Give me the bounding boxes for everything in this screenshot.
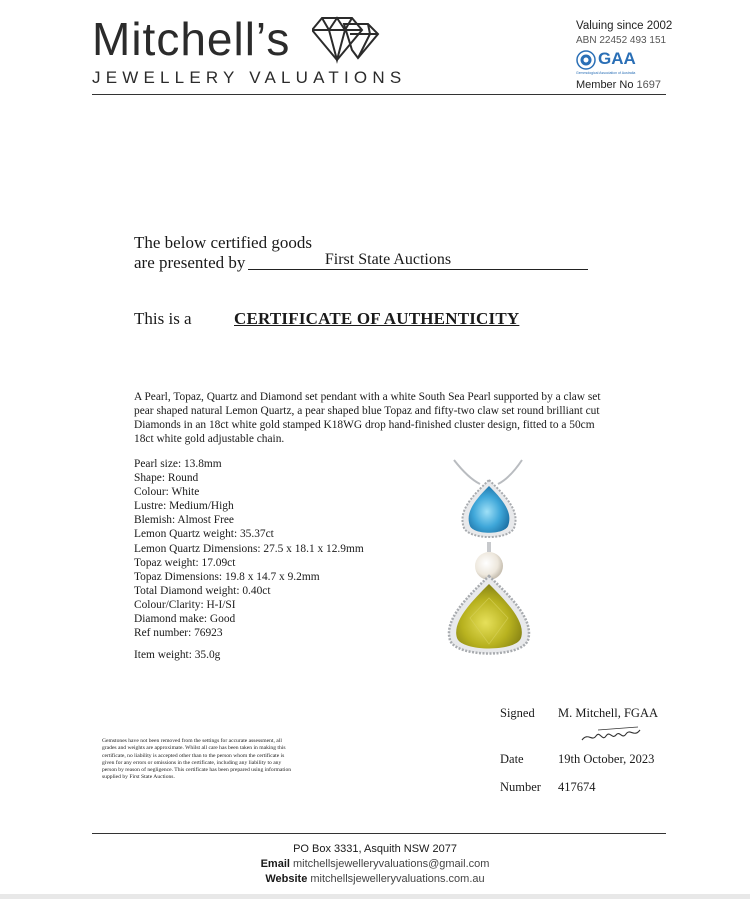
spec-diamond-weight: Total Diamond weight: 0.40ct bbox=[134, 584, 271, 597]
presenter-name: First State Auctions bbox=[324, 251, 452, 268]
brand-name: Mitchell’s bbox=[92, 13, 291, 65]
diamond-logo-icon bbox=[312, 14, 380, 64]
footer-divider bbox=[92, 833, 666, 834]
footer-email-row bbox=[0, 858, 750, 870]
item-weight: Item weight: 35.0g bbox=[134, 649, 221, 661]
this-is-label: This is a bbox=[134, 309, 192, 328]
spec-diamond-make: Diamond make: Good bbox=[134, 613, 236, 626]
signature-image bbox=[578, 722, 648, 746]
valuing-since: Valuing since 2002 bbox=[576, 20, 673, 32]
page-bottom-edge bbox=[0, 894, 750, 899]
gaa-tagline: Gemmological Association of Australia bbox=[576, 71, 636, 75]
date-label: Date bbox=[500, 752, 524, 766]
spec-ref-number: Ref number: 76923 bbox=[134, 627, 223, 640]
pendant-photo bbox=[440, 458, 550, 663]
gaa-logo-icon bbox=[576, 50, 596, 70]
email-link[interactable]: mitchellsjewelleryvaluations@gmail.com bbox=[293, 858, 490, 870]
website-link[interactable]: mitchellsjewelleryvaluations.com.au bbox=[310, 873, 485, 885]
date-value: 19th October, 2023 bbox=[558, 752, 655, 766]
spec-pearl-size: Pearl size: 13.8mm bbox=[134, 458, 222, 470]
spec-lemon-quartz-dimensions: Lemon Quartz Dimensions: 27.5 x 18.1 x 12.9mm bbox=[134, 542, 364, 555]
footer-website-row bbox=[0, 873, 750, 885]
spec-lustre: Lustre: Medium/High bbox=[134, 500, 234, 513]
certificate-number: 417674 bbox=[558, 780, 596, 794]
spec-list bbox=[134, 457, 364, 640]
certificate-title: CERTIFICATE OF AUTHENTICITY bbox=[234, 309, 520, 328]
gaa-label: GAA bbox=[598, 49, 636, 68]
spec-colour: Colour: White bbox=[134, 486, 200, 499]
spec-colour-clarity: Colour/Clarity: H-I/SI bbox=[134, 598, 236, 611]
signed-value: M. Mitchell, FGAA bbox=[558, 706, 658, 720]
presented-line-2: are presented by bbox=[134, 253, 246, 272]
footer-address: PO Box 3331, Asquith NSW 2077 bbox=[293, 843, 457, 855]
signed-label: Signed bbox=[500, 706, 535, 720]
member-no-value: 1697 bbox=[636, 79, 662, 91]
number-label: Number bbox=[500, 780, 541, 794]
website-label: Website bbox=[265, 873, 308, 885]
member-label: Member No bbox=[576, 79, 634, 91]
spec-topaz-dimensions: Topaz Dimensions: 19.8 x 14.7 x 9.2mm bbox=[134, 570, 320, 583]
header-divider bbox=[92, 94, 666, 95]
abn-number: ABN 22452 493 151 bbox=[576, 35, 667, 46]
brand-subtitle: JEWELLERY VALUATIONS bbox=[92, 68, 407, 87]
spec-topaz-weight: Topaz weight: 17.09ct bbox=[134, 556, 236, 569]
email-label: Email bbox=[260, 858, 290, 870]
presented-line-1: The below certified goods bbox=[134, 233, 312, 252]
spec-shape: Shape: Round bbox=[134, 472, 199, 485]
item-description: A Pearl, Topaz, Quartz and Diamond set pendant with a white South Sea Pearl supported by a claw set pear shaped natural Lemon Quartz, a pear shaped blue Topaz and fifty-two claw set round brilliant cut Diamonds in an 18ct white gold stamped K18WG drop hand-finished cluster design, fitted to a 50cm 18ct white gold adjustable chain. bbox=[134, 391, 601, 445]
member-number bbox=[576, 79, 661, 91]
spec-lemon-quartz-weight: Lemon Quartz weight: 35.37ct bbox=[134, 528, 274, 541]
spec-blemish: Blemish: Almost Free bbox=[134, 514, 234, 527]
disclaimer-text: Gemstones have not been removed from the settings for accurate assessment, all grades and weights are approximate. Whilst all care has been taken in making this certificate, no liability is accepted other than to the person whom the certificate is given for any errors or omissions in the certificate, including any liability to any person by reason of negligence. This certificate has been prepared using information supplied by First State Auctions. bbox=[102, 738, 292, 781]
presenter-underline bbox=[248, 269, 588, 270]
